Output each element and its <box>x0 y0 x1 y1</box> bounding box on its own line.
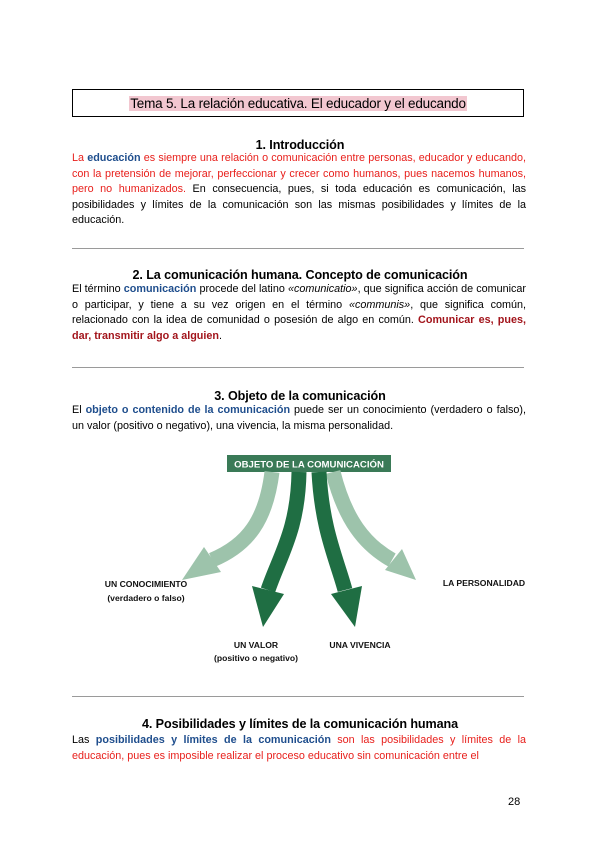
label-valor-sub: (positivo o negativo) <box>213 653 299 663</box>
text-run: es siempre una relación o comunicación entre personas, educador y educando, con la pretensión de mejorar, perfeccionar y crecer como humanos, pues nacemos humanos, pero no humanizados. <box>72 152 526 196</box>
text-run: educación <box>87 152 141 164</box>
arrow-conocimiento <box>212 472 272 560</box>
arrow-valor-head <box>252 586 284 627</box>
text-run: Comunicar es, pues, dar, transmitir algo a alguien <box>72 314 526 342</box>
label-conocimiento: UN CONOCIMIENTO <box>104 579 188 589</box>
text-run: , que significa acción de comunicar o participar, y tiene a su vez origen en el término <box>72 283 526 311</box>
text-run: Las <box>72 734 96 746</box>
text-run: «comunicatio» <box>287 283 358 295</box>
text-run: puede ser un conocimiento (verdadero o falso), un valor (positivo o negativo), una vivencia, la misma personalidad. <box>72 404 526 432</box>
text-run: comunicación <box>123 283 197 295</box>
document-title: Tema 5. La relación educativa. El educador y el educando <box>130 95 466 111</box>
section-2-heading: 2. La comunicación humana. Concepto de comunicación <box>132 268 468 282</box>
text-run: , que significa común, relacionado con la idea de comunidad o posesión de algo en común. <box>72 298 526 327</box>
label-vivencia: UNA VIVENCIA <box>329 640 391 650</box>
text-run: La <box>72 152 88 164</box>
label-personalidad: LA PERSONALIDAD <box>442 578 526 588</box>
text-run: son las posibilidades y límites de la educación, pues es imposible realizar el proceso educativo sin comunicación entre el <box>72 734 526 762</box>
text-run: posibilidades y límites de la comunicación <box>95 734 331 746</box>
text-run: procede del latino <box>196 283 288 295</box>
text-run: En consecuencia, pues, si toda educación es comunicación, las posibilidades y límites de la comunicación son las mismas posibilidades y límites de la educación. <box>72 183 526 227</box>
section-divider <box>72 696 524 697</box>
text-run: El término <box>72 283 124 295</box>
label-conocimiento-sub: (verdadero o falso) <box>107 593 185 603</box>
arrow-personalidad <box>333 472 392 560</box>
diagram-header: OBJETO DE LA COMUNICACIÓN <box>234 459 384 471</box>
text-run: El <box>72 404 86 416</box>
section-1-heading: 1. Introducción <box>255 138 345 152</box>
text-run: «communis» <box>348 298 411 311</box>
page-number: 28 <box>508 796 521 808</box>
section-4-paragraph <box>72 733 526 764</box>
text-run: . <box>219 329 222 342</box>
arrow-vivencia-head <box>331 586 362 627</box>
section-4-heading: 4. Posibilidades y límites de la comunicación humana <box>141 717 459 731</box>
text-run: objeto o contenido de la comunicación <box>85 404 291 416</box>
section-3-heading: 3. Objeto de la comunicación <box>214 389 386 403</box>
label-valor: UN VALOR <box>233 640 279 650</box>
